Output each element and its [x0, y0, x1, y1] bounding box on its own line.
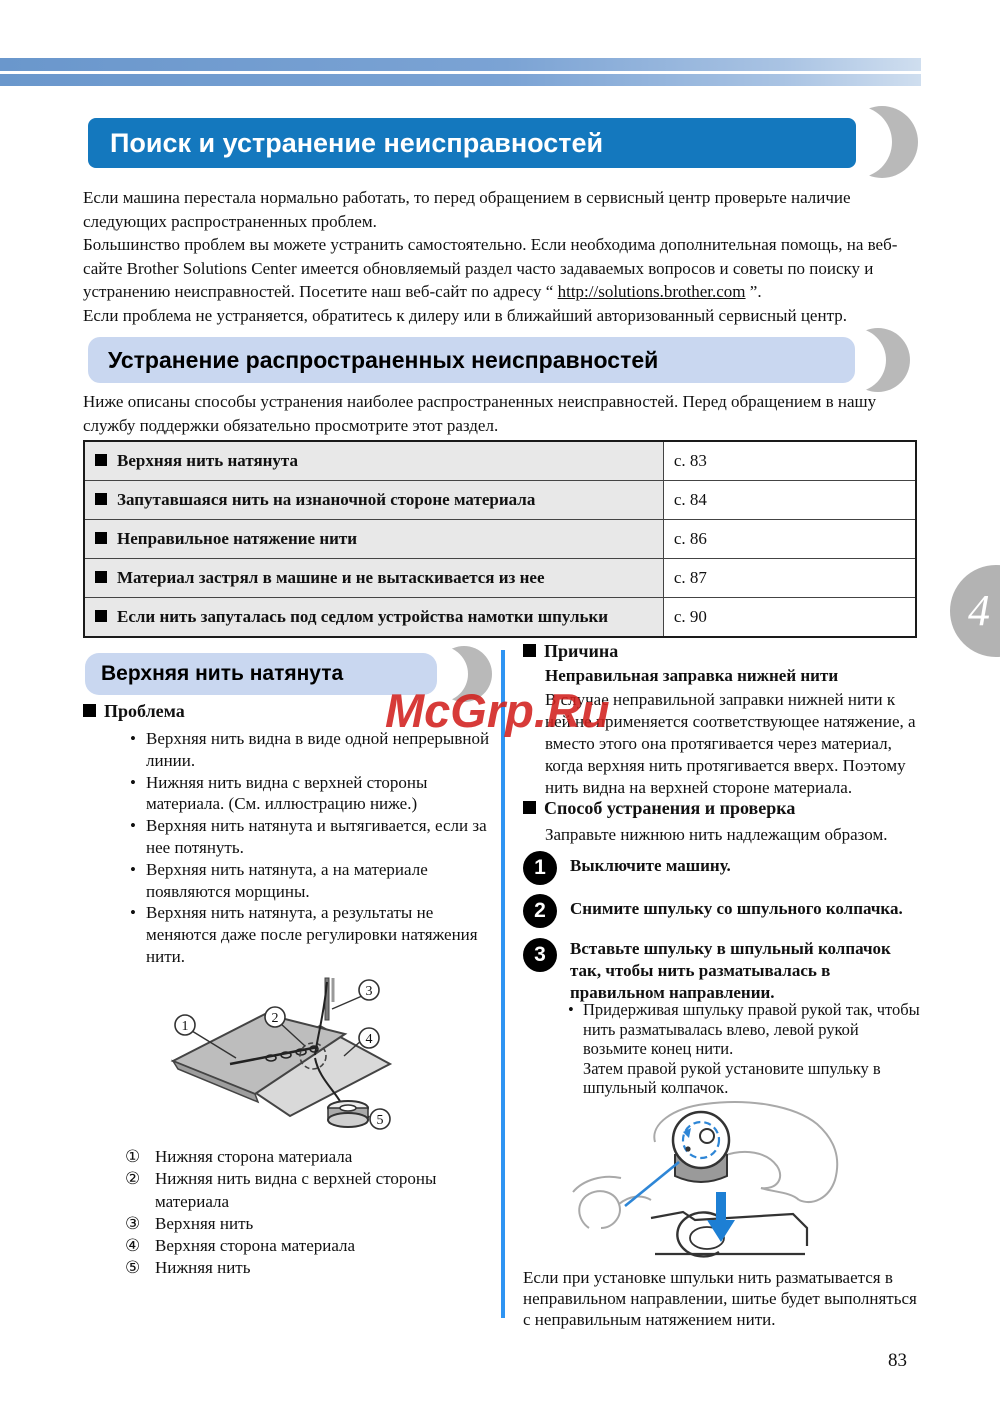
substep-bullet: • Придерживая шпульку правой рукой так, чтобы нить разматывалась влево, левой рукой возьмите конец нити.: [583, 1000, 920, 1059]
trouble-reference-table: [83, 440, 917, 638]
circled-number-icon: ⑤: [125, 1258, 141, 1278]
problem-bullet-list: [146, 728, 498, 968]
table-row: [84, 598, 916, 638]
top-gradient-bar-2: [0, 74, 921, 86]
circled-number-icon: ③: [125, 1213, 141, 1233]
trouble-label: Запутавшаяся нить на изнаночной стороне материала: [117, 490, 536, 509]
square-bullet-icon: [523, 801, 536, 814]
legend-item: [125, 1168, 505, 1213]
intro-p2-tail: ”.: [745, 282, 762, 301]
trouble-label: Если нить запуталась под седлом устройства намотки шпульки: [117, 607, 609, 626]
callout-2-digit: 2: [271, 1011, 279, 1026]
legend-text: Верхняя сторона материала: [155, 1236, 356, 1256]
list-item: • Нижняя нить видна с верхней стороны материала. (См. иллюстрацию ниже.): [146, 772, 498, 816]
step-3-substeps: [583, 1000, 920, 1098]
step-3: [523, 938, 919, 1008]
table-row: [84, 441, 916, 481]
trouble-label: Неправильное натяжение нити: [117, 529, 358, 548]
step-2-number: 2: [523, 894, 557, 928]
trouble-pageref: с. 83: [663, 441, 916, 481]
cause-heading-label: Причина: [544, 641, 619, 661]
square-bullet-icon: [523, 644, 536, 657]
legend-text: Нижняя нить: [155, 1258, 251, 1278]
cause-heading: [523, 641, 618, 662]
intro-p2-text: Большинство проблем вы можете устранить самостоятельно. Если необходима дополнительная помощь, на веб-сайте Brother Solutions Center имеется обновляемый раздел часто задаваемых вопросов и советы по поиску и устранению неисправностей. Посетите наш веб-сайт по адресу “: [83, 235, 898, 301]
trouble-label: Верхняя нить натянута: [117, 451, 298, 470]
left-hand-outline: [573, 1177, 621, 1192]
callout-3-digit: 3: [365, 984, 373, 999]
square-bullet-icon: [95, 532, 107, 544]
top-gradient-bar-1: [0, 58, 921, 71]
step-2: [523, 894, 919, 934]
fabric-diagram: [168, 976, 400, 1138]
cause-text: В случае неправильной заправки нижней нити к ней не применяется соответствующее натяжение, а вместо этого она протягивается через материал, когда верхняя нить протягивается вверх. Поэтому нить видна на верхней стороне материала.: [545, 690, 916, 797]
callout-1-digit: 1: [181, 1019, 189, 1034]
thread-end: [625, 1162, 679, 1206]
intro-paragraph-1: Если машина перестала нормально работать, то перед обращением в сервисный центр проверьте наличие следующих распространенных проблем.: [83, 188, 851, 231]
callout-5-digit: 5: [376, 1113, 384, 1128]
trouble-pageref: с. 90: [663, 598, 916, 638]
legend-item: [125, 1213, 505, 1235]
circled-number-icon: ④: [125, 1236, 141, 1256]
problem-heading-label: Проблема: [104, 701, 185, 721]
trouble-pageref: с. 84: [663, 481, 916, 520]
legend-item: [125, 1257, 505, 1279]
legend-text: Нижняя нить видна с верхней стороны материала: [155, 1169, 437, 1211]
list-item: • Верхняя нить натянута, а результаты не меняются даже после регулировки натяжения нити.: [146, 902, 498, 967]
step-1-number: 1: [523, 851, 557, 885]
step-3-text: Вставьте шпульку в шпульный колпачок так, чтобы нить разматывалась в правильном направлении.: [570, 939, 891, 1002]
square-bullet-icon: [83, 704, 96, 717]
list-item: • Верхняя нить натянута и вытягивается, если за нее потянуть.: [146, 815, 498, 859]
circled-number-icon: ①: [125, 1147, 141, 1166]
page-title: Поиск и устранение неисправностей: [88, 118, 856, 168]
square-bullet-icon: [95, 493, 107, 505]
solutions-link[interactable]: http://solutions.brother.com: [557, 282, 746, 301]
column-divider: [501, 650, 505, 1318]
trouble-pageref: с. 86: [663, 520, 916, 559]
legend-text: Нижняя сторона материала: [155, 1147, 353, 1166]
remedy-lead: Заправьте нижнюю нить надлежащим образом.: [545, 825, 888, 844]
section-title-common-troubles: Устранение распространенных неисправностей: [88, 337, 855, 383]
square-bullet-icon: [95, 610, 107, 622]
cause-subheading: Неправильная заправка нижней нити: [545, 666, 839, 685]
legend-item: [125, 1235, 505, 1257]
watermark: McGrp.Ru: [385, 684, 610, 737]
intro-paragraph-2: [83, 233, 919, 304]
step-1-text: Выключите машину.: [570, 856, 731, 875]
table-row: [84, 481, 916, 520]
circled-number-icon: ②: [125, 1169, 141, 1189]
problem-heading: [83, 701, 185, 722]
table-row: [84, 559, 916, 598]
square-bullet-icon: [95, 571, 107, 583]
step-1: [523, 851, 919, 891]
footer-note: Если при установке шпульки нить разматывается в неправильном направлении, шитье будет выполняться с неправильным натяжением нити.: [523, 1268, 917, 1329]
trouble-label: Материал застрял в машине и не вытаскивается из нее: [117, 568, 545, 587]
list-item: • Верхняя нить видна в виде одной непрерывной линии.: [146, 728, 498, 772]
legend-text: Верхняя нить: [155, 1213, 254, 1233]
remedy-heading: [523, 798, 795, 819]
remedy-heading-label: Способ устранения и проверка: [544, 798, 796, 818]
intro-paragraph-3: Если проблема не устраняется, обратитесь к дилеру или в ближайший авторизованный сервисный центр.: [83, 305, 847, 325]
substep-continuation: Затем правой рукой установите шпульку в шпульный колпачок.: [583, 1058, 881, 1098]
step-2-text: Снимите шпульку со шпульного колпачка.: [570, 899, 903, 918]
intro-paragraphs: [83, 186, 919, 327]
legend-item: [125, 1146, 505, 1168]
bobbin-insertion-diagram: [555, 1096, 900, 1262]
table-row: [84, 520, 916, 559]
list-item: • Верхняя нить натянута, а на материале появляются морщины.: [146, 859, 498, 903]
section-lead: Ниже описаны способы устранения наиболее распространенных неисправностей. Перед обращением в нашу службу поддержки обязательно просмотрите этот раздел.: [83, 392, 877, 435]
page-number: 83: [888, 1350, 907, 1371]
subsection-title-upper-thread: Верхняя нить натянута: [85, 653, 437, 695]
chapter-tab: 4: [950, 565, 1000, 657]
square-bullet-icon: [95, 454, 107, 466]
callout-legend: [125, 1146, 505, 1280]
trouble-pageref: с. 87: [663, 559, 916, 598]
step-3-number: 3: [523, 938, 557, 972]
callout-4-digit: 4: [365, 1032, 373, 1047]
